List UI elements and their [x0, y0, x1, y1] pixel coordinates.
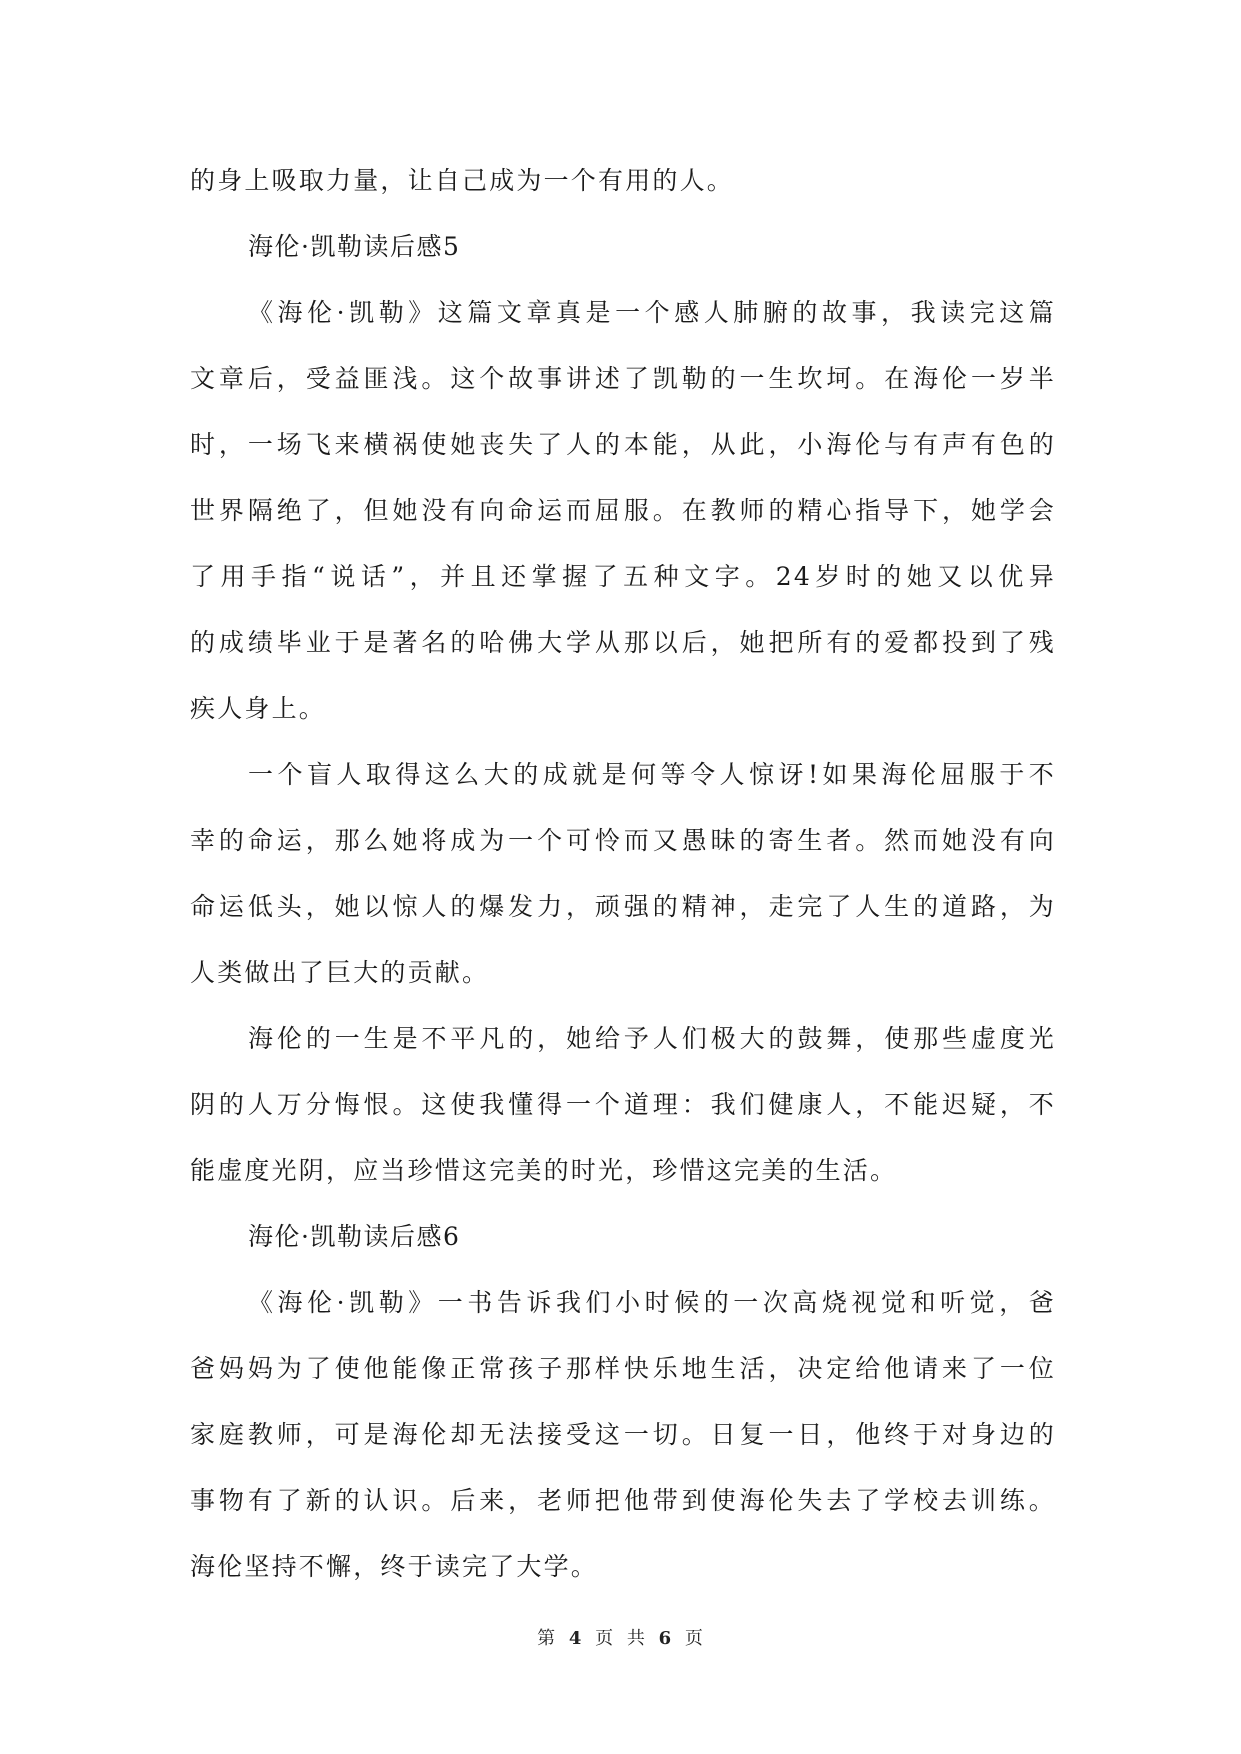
text-line: 的身上吸取力量，让自己成为一个有用的人。 — [190, 166, 735, 195]
text-line: 事物有了新的认识。后来，老师把他带到使海伦失去了学校去训练。 — [190, 1486, 1056, 1515]
text-line: 的成绩毕业于是著名的哈佛大学从那以后，她把所有的爱都投到了残 — [190, 628, 1056, 657]
text-line: 人类做出了巨大的贡献。 — [190, 958, 490, 987]
text-line: 命运低头，她以惊人的爆发力，顽强的精神，走完了人生的道路，为 — [190, 892, 1056, 921]
text-line: 幸的命运，那么她将成为一个可怜而又愚昧的寄生者。然而她没有向 — [190, 826, 1056, 855]
text-line: 家庭教师，可是海伦却无法接受这一切。日复一日，他终于对身边的 — [190, 1420, 1056, 1449]
text-line: 世界隔绝了，但她没有向命运而屈服。在教师的精心指导下，她学会 — [190, 496, 1056, 525]
text-line: 海伦坚持不懈，终于读完了大学。 — [190, 1552, 599, 1581]
document-body — [190, 158, 1056, 1610]
footer-total-pages: 6 — [658, 1628, 673, 1649]
text-line: 《海伦·凯勒》一书告诉我们小时候的一次高烧视觉和听觉，爸 — [248, 1288, 1056, 1317]
section-heading: 海伦·凯勒读后感6 — [248, 1222, 461, 1251]
text-line: 时，一场飞来横祸使她丧失了人的本能，从此，小海伦与有声有色的 — [190, 430, 1056, 459]
footer-prefix: 第 — [537, 1628, 557, 1649]
text-line: 爸妈妈为了使他能像正常孩子那样快乐地生活，决定给他请来了一位 — [190, 1354, 1056, 1383]
footer-page-word: 页 — [595, 1628, 615, 1649]
text-line: 《海伦·凯勒》这篇文章真是一个感人肺腑的故事，我读完这篇 — [248, 298, 1056, 327]
text-line: 了用手指“说话”，并且还掌握了五种文字。24岁时的她又以优异 — [190, 562, 1056, 591]
text-line: 阴的人万分悔恨。这使我懂得一个道理：我们健康人，不能迟疑，不 — [190, 1090, 1056, 1119]
text-line: 疾人身上。 — [190, 694, 327, 723]
footer-suffix: 页 — [684, 1628, 704, 1649]
text-line: 一个盲人取得这么大的成就是何等令人惊讶!如果海伦屈服于不 — [248, 760, 1056, 789]
footer-current-page: 4 — [568, 1628, 583, 1649]
footer-total-word: 共 — [626, 1628, 646, 1649]
section-heading: 海伦·凯勒读后感5 — [248, 232, 461, 261]
page-footer — [0, 1624, 1241, 1650]
text-line: 海伦的一生是不平凡的，她给予人们极大的鼓舞，使那些虚度光 — [248, 1024, 1056, 1053]
text-line: 文章后，受益匪浅。这个故事讲述了凯勒的一生坎坷。在海伦一岁半 — [190, 364, 1056, 393]
text-line: 能虚度光阴，应当珍惜这完美的时光，珍惜这完美的生活。 — [190, 1156, 898, 1185]
